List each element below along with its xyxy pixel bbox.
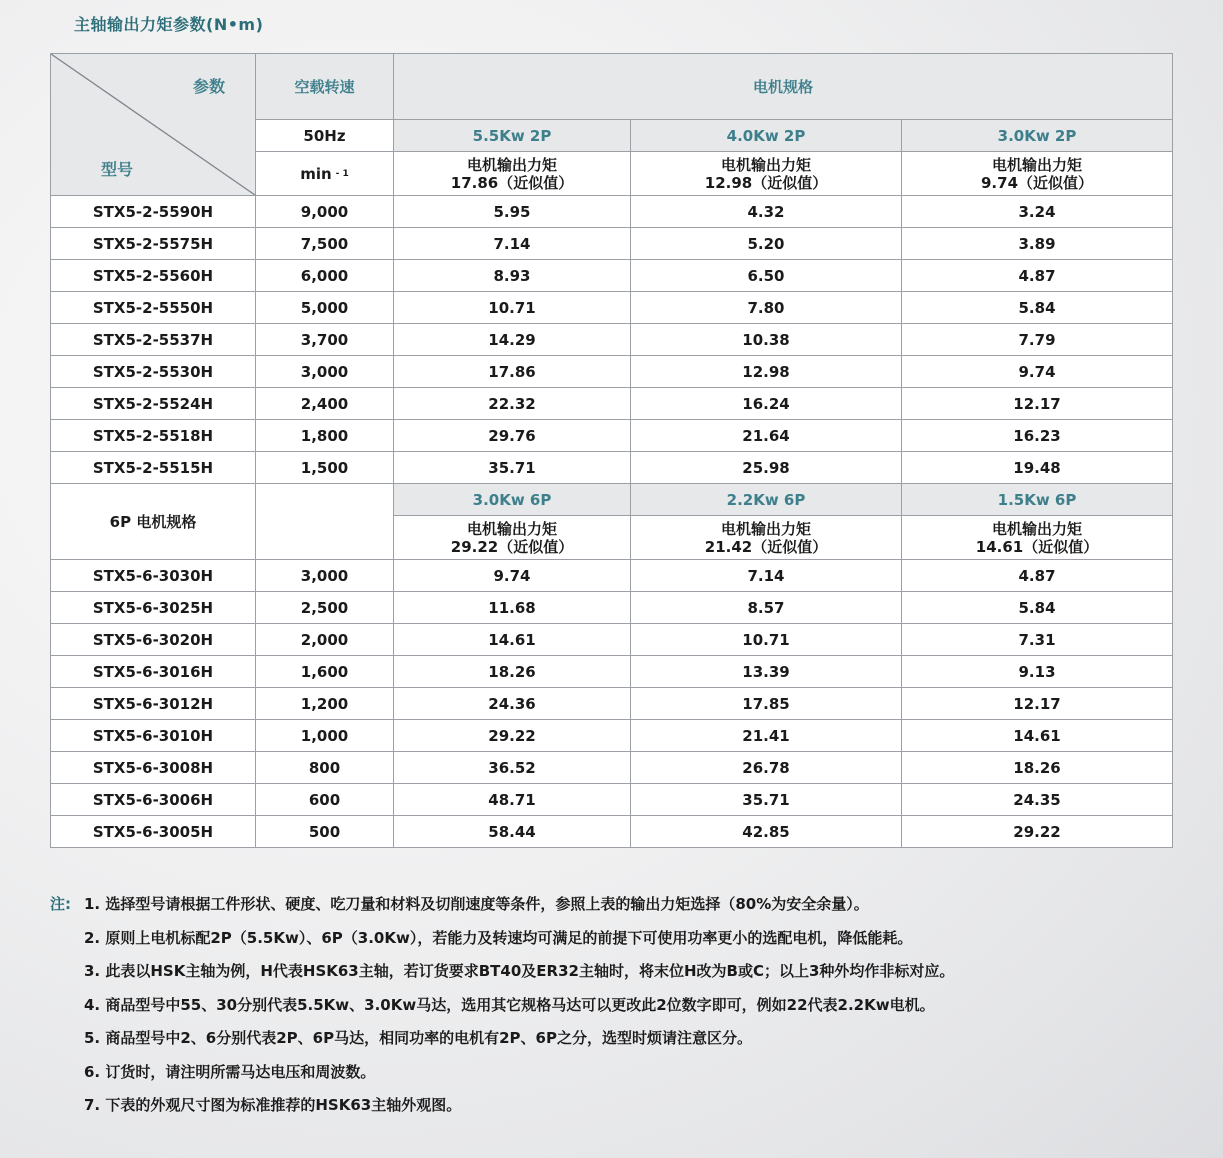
motor-2p-3-torque: 电机输出力矩 9.74（近似值） — [902, 152, 1173, 196]
table-row — [51, 452, 1173, 484]
torque-cell: 10.71 — [394, 292, 631, 324]
model-cell: STX5-2-5550H — [51, 292, 256, 324]
speed-cell: 1,800 — [256, 420, 394, 452]
page-title: 主轴输出力矩参数(N•m) — [74, 15, 264, 34]
torque-cell: 7.79 — [902, 324, 1173, 356]
model-cell: STX5-2-5515H — [51, 452, 256, 484]
torque-cell: 35.71 — [394, 452, 631, 484]
torque-cell: 58.44 — [394, 816, 631, 848]
notes-section — [50, 893, 1210, 1128]
motor-6p-3-spec: 1.5Kw 6P — [902, 484, 1173, 516]
speed-cell: 2,400 — [256, 388, 394, 420]
table-row — [51, 356, 1173, 388]
model-cell: STX5-2-5575H — [51, 228, 256, 260]
torque-cell: 21.41 — [631, 720, 902, 752]
torque-cell: 29.22 — [394, 720, 631, 752]
note-text: 6. 订货时，请注明所需马达电压和周波数。 — [84, 1062, 376, 1081]
speed-cell: 1,200 — [256, 688, 394, 720]
torque-cell: 17.85 — [631, 688, 902, 720]
note-item — [50, 893, 1210, 927]
torque-cell: 24.35 — [902, 784, 1173, 816]
table-row — [51, 688, 1173, 720]
table-row — [51, 560, 1173, 592]
table-row — [51, 624, 1173, 656]
model-cell: STX5-6-3030H — [51, 560, 256, 592]
torque-cell: 26.78 — [631, 752, 902, 784]
note-item — [50, 1061, 1210, 1095]
model-cell: STX5-6-3005H — [51, 816, 256, 848]
note-item — [50, 1094, 1210, 1128]
speed-cell: 9,000 — [256, 196, 394, 228]
table-row — [51, 816, 1173, 848]
table-row — [51, 260, 1173, 292]
section-6p-speed-blank — [256, 484, 394, 560]
torque-cell: 18.26 — [394, 656, 631, 688]
speed-cell: 3,700 — [256, 324, 394, 356]
torque-cell: 14.61 — [394, 624, 631, 656]
note-text: 4. 商品型号中55、30分别代表5.5Kw、3.0Kw马达，选用其它规格马达可以更改此2位数字即可，例如22代表2.2Kw电机。 — [84, 995, 935, 1014]
torque-cell: 7.14 — [394, 228, 631, 260]
torque-cell: 7.31 — [902, 624, 1173, 656]
table-row — [51, 420, 1173, 452]
speed-cell: 7,500 — [256, 228, 394, 260]
motor-2p-2-torque: 电机输出力矩 12.98（近似值） — [631, 152, 902, 196]
table-row — [51, 720, 1173, 752]
torque-cell: 7.14 — [631, 560, 902, 592]
speed-cell: 600 — [256, 784, 394, 816]
torque-cell: 10.71 — [631, 624, 902, 656]
speed-cell: 6,000 — [256, 260, 394, 292]
torque-cell: 25.98 — [631, 452, 902, 484]
note-item — [50, 994, 1210, 1028]
motor-6p-2-spec: 2.2Kw 6P — [631, 484, 902, 516]
speed-cell: 1,000 — [256, 720, 394, 752]
diagonal-header-cell — [51, 54, 256, 196]
motor-2p-3-spec: 3.0Kw 2P — [902, 120, 1173, 152]
rpm-unit-cell — [256, 152, 394, 196]
speed-cell: 5,000 — [256, 292, 394, 324]
speed-cell: 800 — [256, 752, 394, 784]
table-row — [51, 196, 1173, 228]
torque-cell: 42.85 — [631, 816, 902, 848]
torque-cell: 7.80 — [631, 292, 902, 324]
torque-cell: 5.84 — [902, 592, 1173, 624]
torque-cell: 13.39 — [631, 656, 902, 688]
torque-cell: 6.50 — [631, 260, 902, 292]
param-label: 参数 — [192, 77, 225, 96]
motor-6p-2-torque: 电机输出力矩 21.42（近似值） — [631, 516, 902, 560]
speed-cell: 3,000 — [256, 560, 394, 592]
torque-cell: 48.71 — [394, 784, 631, 816]
torque-cell: 9.74 — [902, 356, 1173, 388]
torque-cell: 9.74 — [394, 560, 631, 592]
header-row-1 — [51, 54, 1173, 120]
motor-2p-1-torque: 电机输出力矩 17.86（近似值） — [394, 152, 631, 196]
table-row — [51, 592, 1173, 624]
torque-cell: 5.84 — [902, 292, 1173, 324]
torque-cell: 10.38 — [631, 324, 902, 356]
speed-cell: 2,500 — [256, 592, 394, 624]
torque-cell: 19.48 — [902, 452, 1173, 484]
note-text: 5. 商品型号中2、6分别代表2P、6P马达，相同功率的电机有2P、6P之分，选型时烦请注意区分。 — [84, 1029, 752, 1047]
torque-cell: 12.17 — [902, 688, 1173, 720]
torque-cell: 16.24 — [631, 388, 902, 420]
torque-table — [50, 53, 1173, 848]
model-cell: STX5-2-5590H — [51, 196, 256, 228]
table-row — [51, 388, 1173, 420]
torque-cell: 17.86 — [394, 356, 631, 388]
note-item — [50, 960, 1210, 994]
motor-2p-2-spec: 4.0Kw 2P — [631, 120, 902, 152]
table-row — [51, 784, 1173, 816]
torque-cell: 11.68 — [394, 592, 631, 624]
table-row — [51, 656, 1173, 688]
speed-cell: 2,000 — [256, 624, 394, 656]
speed-cell: 1,500 — [256, 452, 394, 484]
torque-cell: 9.13 — [902, 656, 1173, 688]
model-cell: STX5-6-3012H — [51, 688, 256, 720]
note-text: 2. 原则上电机标配2P（5.5Kw）、6P（3.0Kw），若能力及转速均可满足的前提下可使用功率更小的选配电机，降低能耗。 — [84, 928, 913, 947]
model-cell: STX5-2-5560H — [51, 260, 256, 292]
model-cell: STX5-6-3006H — [51, 784, 256, 816]
note-text: 1. 选择型号请根据工件形状、硬度、吃刀量和材料及切削速度等条件，参照上表的输出力矩选择（80%为安全余量）。 — [84, 895, 869, 913]
torque-cell: 29.76 — [394, 420, 631, 452]
hz-cell: 50Hz — [256, 120, 394, 152]
section-6p-label: 6P 电机规格 — [51, 484, 256, 560]
torque-cell: 8.93 — [394, 260, 631, 292]
torque-cell: 24.36 — [394, 688, 631, 720]
rpm-exponent: - 1 — [335, 168, 349, 179]
torque-cell: 29.22 — [902, 816, 1173, 848]
model-label: 型号 — [101, 160, 134, 179]
torque-cell: 4.87 — [902, 560, 1173, 592]
torque-cell: 5.95 — [394, 196, 631, 228]
note-item — [50, 927, 1210, 961]
motor-spec-header: 电机规格 — [394, 54, 1173, 120]
torque-cell: 12.17 — [902, 388, 1173, 420]
model-cell: STX5-6-3025H — [51, 592, 256, 624]
notes-indent — [50, 1027, 84, 1061]
notes-indent — [50, 1061, 84, 1095]
torque-cell: 14.61 — [902, 720, 1173, 752]
note-text: 3. 此表以HSK主轴为例，H代表HSK63主轴，若订货要求BT40及ER32主轴时，将末位H改为B或C；以上3种外均作非标对应。 — [84, 962, 955, 980]
model-cell: STX5-2-5518H — [51, 420, 256, 452]
torque-cell: 5.20 — [631, 228, 902, 260]
torque-cell: 35.71 — [631, 784, 902, 816]
table-row — [51, 228, 1173, 260]
table-row — [51, 752, 1173, 784]
table-row — [51, 324, 1173, 356]
torque-cell: 3.89 — [902, 228, 1173, 260]
motor-6p-1-spec: 3.0Kw 6P — [394, 484, 631, 516]
note-text: 7. 下表的外观尺寸图为标准推荐的HSK63主轴外观图。 — [84, 1096, 462, 1114]
notes-indent — [50, 927, 84, 961]
notes-lead: 注: — [50, 895, 71, 913]
torque-cell: 4.32 — [631, 196, 902, 228]
table-row — [51, 292, 1173, 324]
rpm-unit: min — [300, 164, 332, 183]
torque-cell: 12.98 — [631, 356, 902, 388]
torque-cell: 16.23 — [902, 420, 1173, 452]
model-cell: STX5-2-5530H — [51, 356, 256, 388]
speed-header: 空载转速 — [256, 54, 394, 120]
motor-2p-1-spec: 5.5Kw 2P — [394, 120, 631, 152]
torque-cell: 14.29 — [394, 324, 631, 356]
torque-cell: 4.87 — [902, 260, 1173, 292]
torque-cell: 21.64 — [631, 420, 902, 452]
notes-indent — [50, 1094, 84, 1128]
notes-indent — [50, 960, 84, 994]
note-item — [50, 1027, 1210, 1061]
torque-cell: 8.57 — [631, 592, 902, 624]
torque-cell: 36.52 — [394, 752, 631, 784]
model-cell: STX5-2-5524H — [51, 388, 256, 420]
torque-cell: 22.32 — [394, 388, 631, 420]
speed-cell: 500 — [256, 816, 394, 848]
torque-cell: 3.24 — [902, 196, 1173, 228]
model-cell: STX5-6-3016H — [51, 656, 256, 688]
model-cell: STX5-6-3020H — [51, 624, 256, 656]
motor-6p-1-torque: 电机输出力矩 29.22（近似值） — [394, 516, 631, 560]
torque-cell: 18.26 — [902, 752, 1173, 784]
model-cell: STX5-2-5537H — [51, 324, 256, 356]
speed-cell: 1,600 — [256, 656, 394, 688]
notes-indent — [50, 994, 84, 1028]
motor-6p-3-torque: 电机输出力矩 14.61（近似值） — [902, 516, 1173, 560]
speed-cell: 3,000 — [256, 356, 394, 388]
model-cell: STX5-6-3010H — [51, 720, 256, 752]
section-6p-header-row-1 — [51, 484, 1173, 516]
model-cell: STX5-6-3008H — [51, 752, 256, 784]
